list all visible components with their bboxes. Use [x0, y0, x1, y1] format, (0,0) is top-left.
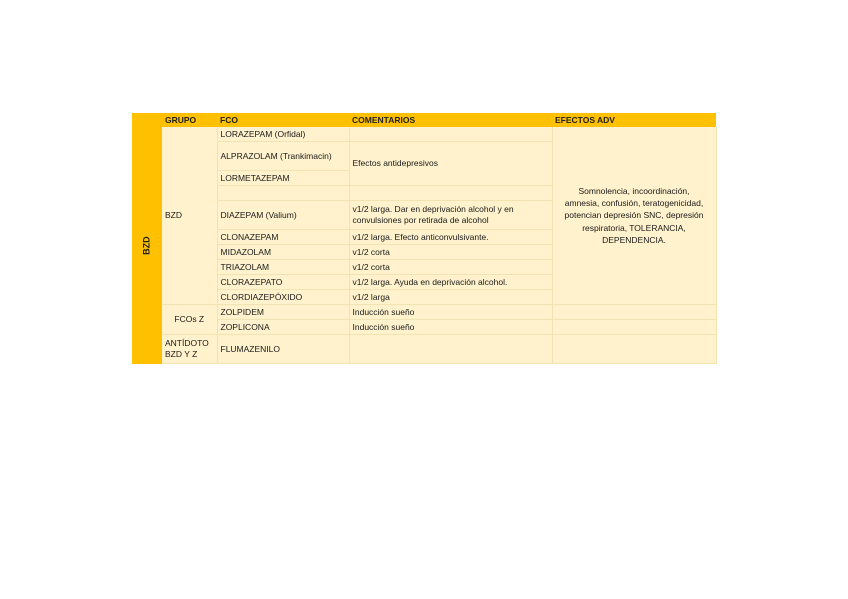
- comment-cell: v1/2 larga. Dar en deprivación alcohol y en convulsiones por retirada de alcohol: [349, 201, 552, 230]
- header-grupo: GRUPO: [162, 113, 217, 127]
- empty-adverse-cell: [552, 305, 716, 320]
- table-row: [132, 335, 716, 364]
- side-band: [132, 127, 162, 364]
- group-cell-fcos-z: FCOs Z: [162, 305, 217, 335]
- fco-cell: CLONAZEPAM: [217, 230, 349, 245]
- table-row: [132, 305, 716, 320]
- fco-cell: LORAZEPAM (Orfidal): [217, 127, 349, 142]
- comment-cell: v1/2 corta: [349, 260, 552, 275]
- adverse-effects-cell: Somnolencia, incoordinación, amnesia, confusión, teratogenicidad, potencian depresión SNC, depresión respiratoria, TOLERANCIA, DEPENDENCIA.: [552, 127, 716, 305]
- table-row: [132, 127, 716, 142]
- comment-cell: v1/2 larga. Efecto anticonvulsivante.: [349, 230, 552, 245]
- empty-fco-cell: [217, 186, 349, 201]
- fco-cell: FLUMAZENILO: [217, 335, 349, 364]
- comment-cell: Inducción sueño: [349, 320, 552, 335]
- fco-cell: LORMETAZEPAM: [217, 171, 349, 186]
- fco-cell: CLORDIAZEPÓXIDO: [217, 290, 349, 305]
- comment-cell: [349, 335, 552, 364]
- spreadsheet-table-container: [132, 113, 716, 359]
- fco-cell: MIDAZOLAM: [217, 245, 349, 260]
- side-label: BZD: [141, 236, 152, 255]
- empty-comment-cell: [349, 186, 552, 201]
- comment-cell: v1/2 larga: [349, 290, 552, 305]
- fco-cell: CLORAZEPATO: [217, 275, 349, 290]
- fco-cell: TRIAZOLAM: [217, 260, 349, 275]
- comment-cell: v1/2 larga. Ayuda en deprivación alcohol.: [349, 275, 552, 290]
- group-cell-bzd: BZD: [162, 127, 217, 305]
- header-comentarios: COMENTARIOS: [349, 113, 552, 127]
- empty-adverse-cell: [552, 335, 716, 364]
- header-row: [132, 113, 716, 127]
- comment-cell: v1/2 corta: [349, 245, 552, 260]
- header-fco: FCO: [217, 113, 349, 127]
- comment-cell: Efectos antidepresivos: [349, 142, 552, 186]
- comment-cell: [349, 127, 552, 142]
- fco-cell: ZOLPIDEM: [217, 305, 349, 320]
- empty-adverse-cell: [552, 320, 716, 335]
- header-efectos-adv: EFECTOS ADV: [552, 113, 716, 127]
- fco-cell: DIAZEPAM (Valium): [217, 201, 349, 230]
- comment-cell: Inducción sueño: [349, 305, 552, 320]
- table-row: [132, 320, 716, 335]
- fco-cell: ALPRAZOLAM (Trankimacin): [217, 142, 349, 171]
- drug-table: [132, 113, 717, 364]
- fco-cell: ZOPLICONA: [217, 320, 349, 335]
- group-cell-antidoto: ANTÍDOTO BZD Y Z: [162, 335, 217, 364]
- header-corner: [132, 113, 162, 127]
